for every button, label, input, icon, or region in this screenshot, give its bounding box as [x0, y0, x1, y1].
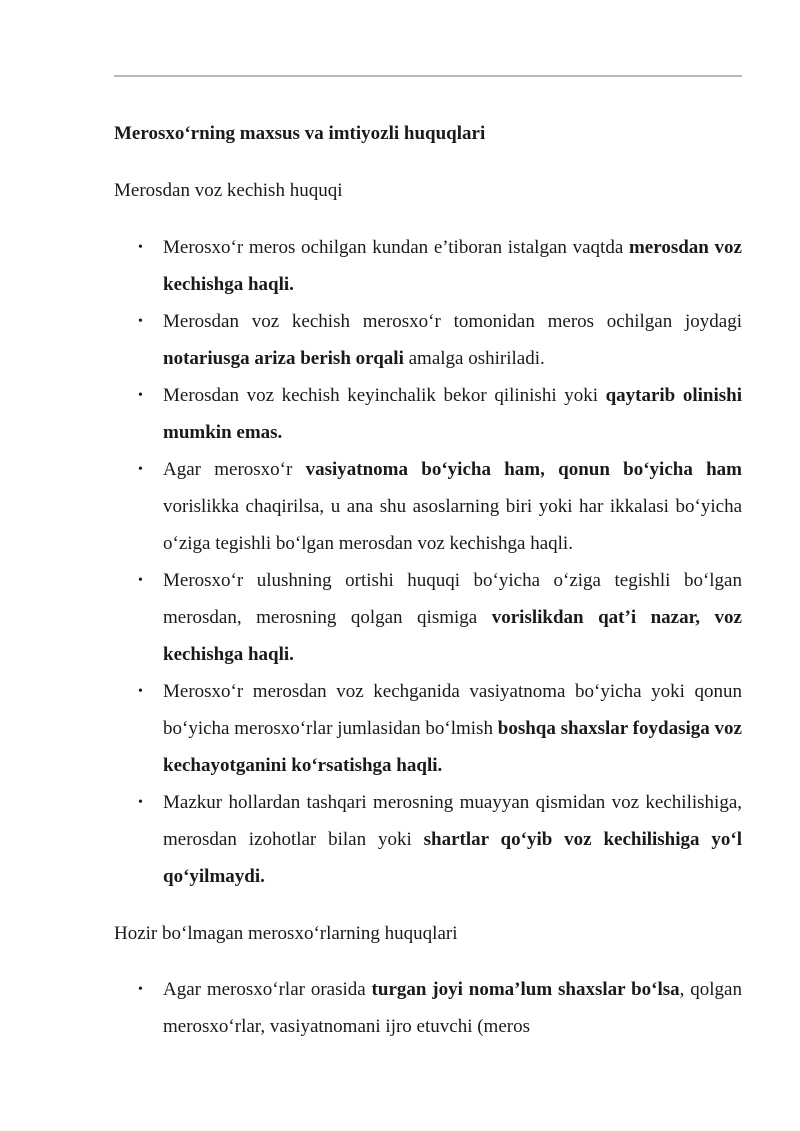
list-item	[114, 562, 742, 673]
item-text-tail: , qolgan merosxoʻrlar, vasiyatnomani ijro etuvchi (meros	[163, 979, 742, 1037]
list-item	[114, 784, 742, 895]
list-item	[114, 229, 742, 303]
item-text: Merosxoʻr meros ochilgan kundan e’tiboran istalgan vaqtda	[163, 237, 629, 258]
header-divider	[114, 75, 742, 77]
list-item	[114, 303, 742, 377]
list-item	[114, 377, 742, 451]
item-emphasis: boshqa shaxslar foydasiga voz kechayotganini koʻrsatishga haqli.	[163, 718, 742, 776]
list-item	[114, 451, 742, 562]
item-emphasis: shartlar qoʻyib voz kechilishiga yoʻl qoʻyilmaydi.	[163, 829, 742, 887]
item-text: Agar merosxoʻrlar orasida	[163, 979, 372, 1000]
bullet-icon: •	[138, 240, 143, 255]
bullet-icon: •	[138, 684, 143, 699]
item-text: Merosxoʻr merosdan voz kechganida vasiyatnoma boʻyicha yoki qonun boʻyicha merosxoʻrlar jumlasidan boʻlmish	[163, 681, 742, 739]
item-text: Merosxoʻr ulushning ortishi huquqi boʻyicha oʻziga tegishli boʻlgan merosdan, merosning qolgan qismiga	[163, 570, 742, 628]
item-emphasis: vasiyatnoma boʻyicha ham, qonun boʻyicha ham	[305, 459, 742, 480]
bullet-icon: •	[138, 314, 143, 329]
page-title: Merosxoʻrning maxsus va imtiyozli huquqlari	[114, 123, 486, 144]
bullet-icon: •	[138, 573, 143, 588]
list-item	[114, 673, 742, 784]
item-text: Mazkur hollardan tashqari merosning muayyan qismidan voz kechilishiga, merosdan izohotlar bilan yoki	[163, 792, 742, 850]
section-title-renunciation: Merosdan voz kechish huquqi	[114, 180, 343, 201]
item-emphasis: notariusga ariza berish orqali	[163, 348, 404, 369]
item-emphasis: vorislikdan qat’i nazar, voz kechishga haqli.	[163, 607, 742, 665]
renunciation-rights-list	[114, 229, 742, 895]
bullet-icon: •	[138, 982, 143, 997]
list-item	[114, 971, 742, 1045]
bullet-icon: •	[138, 388, 143, 403]
bullet-icon: •	[138, 462, 143, 477]
absent-heirs-rights-list	[114, 971, 742, 1045]
section-title-absent-heirs: Hozir boʻlmagan merosxoʻrlarning huquqlari	[114, 923, 458, 944]
item-text-tail: vorislikka chaqirilsa, u ana shu asoslarning biri yoki har ikkalasi boʻyicha oʻziga tegishli boʻlgan merosdan voz kechishga haqli.	[163, 496, 742, 554]
item-emphasis: merosdan voz kechishga haqli.	[163, 237, 742, 295]
item-emphasis: turgan joyi noma’lum shaxslar boʻlsa	[371, 979, 680, 1000]
item-text-tail: amalga oshiriladi.	[403, 348, 545, 369]
item-emphasis: qaytarib olinishi mumkin emas.	[163, 385, 742, 443]
bullet-icon: •	[138, 795, 143, 810]
item-text: Agar merosxoʻr	[163, 459, 306, 480]
item-text: Merosdan voz kechish merosxoʻr tomonidan meros ochilgan joydagi	[163, 311, 742, 332]
item-text: Merosdan voz kechish keyinchalik bekor qilinishi yoki	[163, 385, 606, 406]
